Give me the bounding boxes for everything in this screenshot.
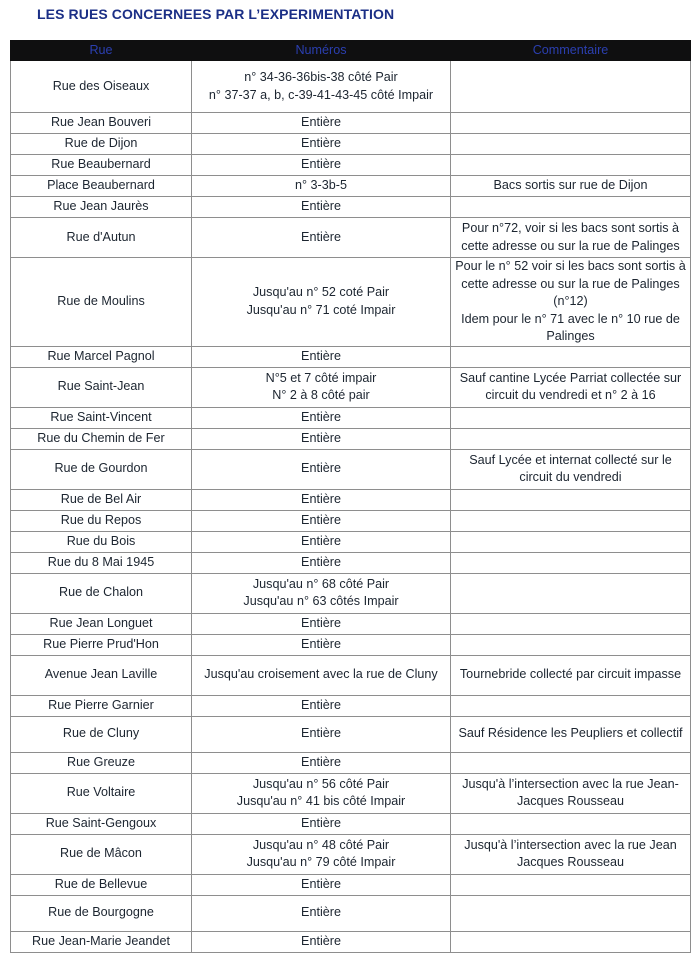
table-row: [11, 510, 691, 531]
table-row: [11, 134, 691, 155]
cell-numeros: n° 3-3b-5: [192, 176, 451, 197]
cell-commentaire: [451, 895, 691, 931]
table-row: [11, 113, 691, 134]
cell-commentaire: [451, 61, 691, 113]
cell-numeros: Jusqu'au n° 48 côté Pair Jusqu'au n° 79 côté Impair: [192, 834, 451, 874]
cell-rue: Rue d'Autun: [11, 218, 192, 258]
cell-numeros: Entière: [192, 449, 451, 489]
table-row: [11, 258, 691, 347]
cell-numeros: Entière: [192, 931, 451, 952]
cell-rue: Rue de Bourgogne: [11, 895, 192, 931]
table-row: [11, 489, 691, 510]
table-row: [11, 773, 691, 813]
cell-numeros: Entière: [192, 197, 451, 218]
cell-rue: Rue Saint-Vincent: [11, 407, 192, 428]
cell-commentaire: Jusqu'à l’intersection avec la rue Jean-Jacques Rousseau: [451, 773, 691, 813]
cell-numeros: Entière: [192, 613, 451, 634]
cell-rue: Place Beaubernard: [11, 176, 192, 197]
cell-commentaire: [451, 531, 691, 552]
cell-commentaire: [451, 874, 691, 895]
cell-commentaire: [451, 113, 691, 134]
cell-rue: Rue du Repos: [11, 510, 192, 531]
header-numeros: Numéros: [192, 41, 451, 61]
cell-rue: Rue du 8 Mai 1945: [11, 552, 192, 573]
cell-commentaire: [451, 489, 691, 510]
cell-rue: Rue de Chalon: [11, 573, 192, 613]
cell-commentaire: [451, 510, 691, 531]
cell-numeros: Jusqu'au n° 68 côté Pair Jusqu'au n° 63 côtés Impair: [192, 573, 451, 613]
cell-commentaire: [451, 931, 691, 952]
cell-rue: Rue Jean-Marie Jeandet: [11, 931, 192, 952]
cell-rue: Rue du Chemin de Fer: [11, 428, 192, 449]
header-row: [11, 41, 691, 61]
table-row: [11, 634, 691, 655]
cell-commentaire: [451, 346, 691, 367]
cell-numeros: Jusqu'au n° 52 coté Pair Jusqu'au n° 71 coté Impair: [192, 258, 451, 347]
table-row: [11, 752, 691, 773]
cell-commentaire: Tournebride collecté par circuit impasse: [451, 655, 691, 695]
table-row: [11, 176, 691, 197]
cell-rue: Rue de Moulins: [11, 258, 192, 347]
cell-commentaire: [451, 634, 691, 655]
cell-rue: Avenue Jean Laville: [11, 655, 192, 695]
table-row: [11, 61, 691, 113]
cell-commentaire: Sauf cantine Lycée Parriat collectée sur circuit du vendredi et n° 2 à 16: [451, 367, 691, 407]
cell-numeros: Jusqu'au n° 56 côté Pair Jusqu'au n° 41 bis côté Impair: [192, 773, 451, 813]
cell-rue: Rue Marcel Pagnol: [11, 346, 192, 367]
cell-numeros: Entière: [192, 428, 451, 449]
cell-numeros: Entière: [192, 531, 451, 552]
cell-numeros: Entière: [192, 346, 451, 367]
table-row: [11, 197, 691, 218]
cell-numeros: Entière: [192, 113, 451, 134]
table-body: [11, 61, 691, 953]
cell-commentaire: [451, 813, 691, 834]
streets-table: [10, 40, 691, 953]
table-row: [11, 155, 691, 176]
cell-rue: Rue de Bellevue: [11, 874, 192, 895]
cell-rue: Rue Beaubernard: [11, 155, 192, 176]
cell-rue: Rue du Bois: [11, 531, 192, 552]
cell-rue: Rue Voltaire: [11, 773, 192, 813]
cell-commentaire: Sauf Résidence les Peupliers et collectif: [451, 716, 691, 752]
cell-numeros: Entière: [192, 813, 451, 834]
cell-rue: Rue Saint-Gengoux: [11, 813, 192, 834]
table-row: [11, 895, 691, 931]
cell-numeros: Entière: [192, 510, 451, 531]
header-rue: Rue: [11, 41, 192, 61]
cell-numeros: Entière: [192, 134, 451, 155]
cell-commentaire: Pour le n° 52 voir si les bacs sont sortis à cette adresse ou sur la rue de Palinges (n°12) Idem pour le n° 71 avec le n° 10 rue de Palinges: [451, 258, 691, 347]
cell-commentaire: [451, 752, 691, 773]
cell-commentaire: Pour n°72, voir si les bacs sont sortis à cette adresse ou sur la rue de Palinges: [451, 218, 691, 258]
cell-rue: Rue de Mâcon: [11, 834, 192, 874]
cell-numeros: Entière: [192, 155, 451, 176]
header-commentaire: Commentaire: [451, 41, 691, 61]
cell-rue: Rue Jean Bouveri: [11, 113, 192, 134]
cell-commentaire: [451, 573, 691, 613]
table-row: [11, 531, 691, 552]
table-row: [11, 655, 691, 695]
cell-numeros: Entière: [192, 489, 451, 510]
cell-numeros: Entière: [192, 716, 451, 752]
table-row: [11, 613, 691, 634]
document-title: LES RUES CONCERNEES PAR L’EXPERIMENTATION: [37, 6, 395, 22]
cell-rue: Rue Pierre Garnier: [11, 695, 192, 716]
cell-rue: Rue de Dijon: [11, 134, 192, 155]
table-row: [11, 834, 691, 874]
cell-rue: Rue de Gourdon: [11, 449, 192, 489]
cell-numeros: Entière: [192, 874, 451, 895]
cell-rue: Rue de Cluny: [11, 716, 192, 752]
cell-commentaire: [451, 613, 691, 634]
cell-numeros: Jusqu'au croisement avec la rue de Cluny: [192, 655, 451, 695]
table-row: [11, 367, 691, 407]
cell-numeros: Entière: [192, 752, 451, 773]
cell-rue: Rue Jean Longuet: [11, 613, 192, 634]
table-row: [11, 552, 691, 573]
table-row: [11, 874, 691, 895]
cell-numeros: Entière: [192, 895, 451, 931]
cell-commentaire: Bacs sortis sur rue de Dijon: [451, 176, 691, 197]
cell-numeros: n° 34-36-36bis-38 côté Pair n° 37-37 a, b, c-39-41-43-45 côté Impair: [192, 61, 451, 113]
cell-commentaire: Jusqu'à l’intersection avec la rue Jean Jacques Rousseau: [451, 834, 691, 874]
cell-numeros: Entière: [192, 695, 451, 716]
table-row: [11, 716, 691, 752]
table-row: [11, 695, 691, 716]
cell-rue: Rue Pierre Prud'Hon: [11, 634, 192, 655]
table-row: [11, 346, 691, 367]
cell-rue: Rue Greuze: [11, 752, 192, 773]
cell-numeros: Entière: [192, 552, 451, 573]
table-header: [11, 41, 691, 61]
cell-numeros: N°5 et 7 côté impair N° 2 à 8 côté pair: [192, 367, 451, 407]
table-row: [11, 218, 691, 258]
cell-rue: Rue des Oiseaux: [11, 61, 192, 113]
cell-commentaire: [451, 428, 691, 449]
table-row: [11, 449, 691, 489]
cell-numeros: Entière: [192, 634, 451, 655]
table-row: [11, 428, 691, 449]
cell-commentaire: [451, 552, 691, 573]
cell-rue: Rue Jean Jaurès: [11, 197, 192, 218]
table-row: [11, 573, 691, 613]
cell-rue: Rue Saint-Jean: [11, 367, 192, 407]
cell-numeros: Entière: [192, 218, 451, 258]
cell-rue: Rue de Bel Air: [11, 489, 192, 510]
cell-numeros: Entière: [192, 407, 451, 428]
cell-commentaire: [451, 134, 691, 155]
table-row: [11, 931, 691, 952]
cell-commentaire: Sauf Lycée et internat collecté sur le circuit du vendredi: [451, 449, 691, 489]
table-row: [11, 813, 691, 834]
cell-commentaire: [451, 407, 691, 428]
cell-commentaire: [451, 197, 691, 218]
cell-commentaire: [451, 155, 691, 176]
cell-commentaire: [451, 695, 691, 716]
table-row: [11, 407, 691, 428]
